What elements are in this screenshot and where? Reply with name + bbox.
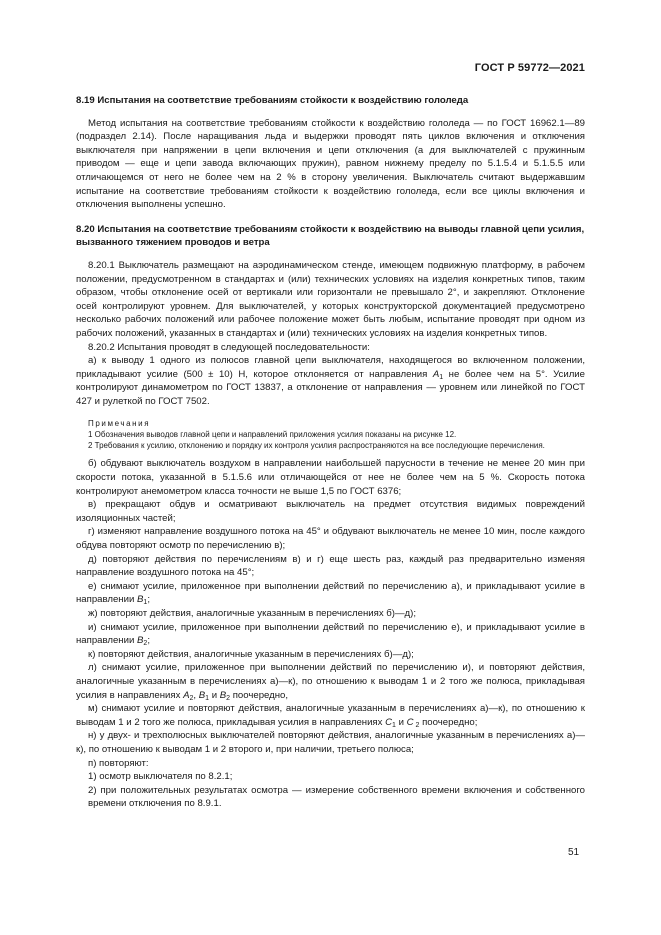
list-item-p: п) повторяют: xyxy=(88,757,149,769)
list-item-v: в) прекращают обдув и осматривают выключатель на предмет отсутствия видимых повреждений изоляционных частей; xyxy=(76,499,585,524)
note-2: 2 Требования к усилию, отклонению и порядку их контроля усилия распространяются на все последующие перечисления. xyxy=(88,441,545,451)
section-8-19-body: Метод испытания на соответствие требованиям стойкости к воздействию гололеда — по ГОСТ 16962.1—89 (подраздел 2.14). После наращивания льда и выдержки проводят пять циклов включения и отключения выключателя при напряжении в цепи включения и цепи отключения (а для выключателей с пружинным приводом — еще и цепи завода включающих пружин), равном нижнему пределу по 5.1.5.4 и 5.1.5.5 или отличающемся от него не более чем на 2 % в сторону увеличения. Выключатель считают выдержавшим испытание на соответствие требованиям стойкости к воздействию гололеда, если все циклы включения и отключения выполнены успешно. xyxy=(76,117,585,211)
list-item-p-1: 1) осмотр выключателя по 8.2.1; xyxy=(88,771,233,783)
list-item-d: д) повторяют действия по перечислениям в) и г) еще шесть раз, каждый раз предварительно изменяя направление воздушного потока на 45°; xyxy=(76,553,585,579)
section-8-19-heading: 8.19 Испытания на соответствие требованиям стойкости к воздействию гололеда xyxy=(76,95,469,106)
list-item-zh: ж) повторяют действия, аналогичные указанным в перечислениях б)—д); xyxy=(88,608,417,619)
page-number: 51 xyxy=(568,847,580,858)
list-item-p-2: 2) при положительных результатах осмотра — измерение собственного времени включения и собственного времени отключения по 8.9.1. xyxy=(88,784,585,810)
list-item-b: б) обдувают выключатель воздухом в направлении наибольшей парусности в течение не менее 20 мин при скорости потока, указанной в 5.1.5.6 или отличающейся от нее не более чем на 5 %. Скорость потока контролируют анемометром класса точности не выше 1,5 по ГОСТ 6376; xyxy=(76,458,585,497)
list-item-l: л) снимают усилие, приложенное при выполнении действий по перечислению и), и повторяют действия, аналогичные указанным в перечислениях а)—к), по отношению к выводам 1 и 2 того же полюса, прикладывая усилия в направлениях $A_2$, $B_1$ и $B_2$ поочередно, xyxy=(76,662,585,702)
note-1: 1 Обозначения выводов главной цепи и направлений приложения усилия показаны на рисунке 12. xyxy=(88,430,457,440)
list-item-i: и) снимают усилие, приложенное при выполнении действий по перечислению е), и прикладывают усилие в направлении $B_2$; xyxy=(76,621,585,648)
list-item-a: а) к выводу 1 одного из полюсов главной цепи выключателя, находящегося во включенном положении, прикладывают усилие (500 ± 10) Н, которое отклоняется от направления $A_1$ не более чем на 5°. Усилие контролируют динамометром по ГОСТ 13837, а отклонение от направления — уровнем или линейкой по ГОСТ 427 и рулеткой по ГОСТ 7502. xyxy=(76,355,585,407)
page-content xyxy=(76,94,585,811)
list-item-m: м) снимают усилие и повторяют действия, аналогичные указанным в перечислениях а)—к), по отношению к выводам 1 и 2 того же полюса, прикладывая усилия в направлениях $C_1$ и C $_2$ поочередно; xyxy=(76,703,585,729)
list-item-k: к) повторяют действия, аналогичные указанным в перечислениях б)—д); xyxy=(88,648,414,660)
paragraph-8-20-1: 8.20.1 Выключатель размещают на аэродинамическом стенде, имеющем подвижную платформу, в рабочем положении, предусмотренном в стандартах и (или) технических условиях на изделия конкретных типов, таким образом, чтобы отклонение осей от вертикали или горизонтали не превышало 2°, и закрепляют. Отклонение осей контролируют уровнем. Для выключателей, у которых конструкторской документацией предусмотрено несколько рабочих положений или рабочее положение может быть любым, испытание проводят при одном из рабочих положений, указанных в стандартах и (или) технических условиях на изделия конкретных типов. xyxy=(76,259,585,339)
list-item-n: н) у двух- и трехполюсных выключателей повторяют действия, аналогичные указанным в перечислениях а)—к), по отношению к выводам 1 и 2 второго и, при наличии, третьего полюса; xyxy=(76,730,585,755)
section-8-20-heading: 8.20 Испытания на соответствие требованиям стойкости к воздействию на выводы главной цепи усилия, вызванного тяжением проводов и ветра xyxy=(76,223,585,249)
document-code-header: ГОСТ Р 59772—2021 xyxy=(474,62,585,74)
paragraph-8-20-2: 8.20.2 Испытания проводят в следующей последовательности: xyxy=(88,341,370,353)
list-item-g: г) изменяют направление воздушного потока на 45° и обдувают выключатель не менее 10 мин, после каждого обдува повторяют осмотр по перечислению в); xyxy=(76,526,585,552)
list-item-e: е) снимают усилие, приложенное при выполнении действий по перечислению а), и прикладывают усилие в направлении $B_1$; xyxy=(76,580,585,607)
notes-title: Примечания xyxy=(88,419,151,429)
notes-block xyxy=(76,418,585,451)
